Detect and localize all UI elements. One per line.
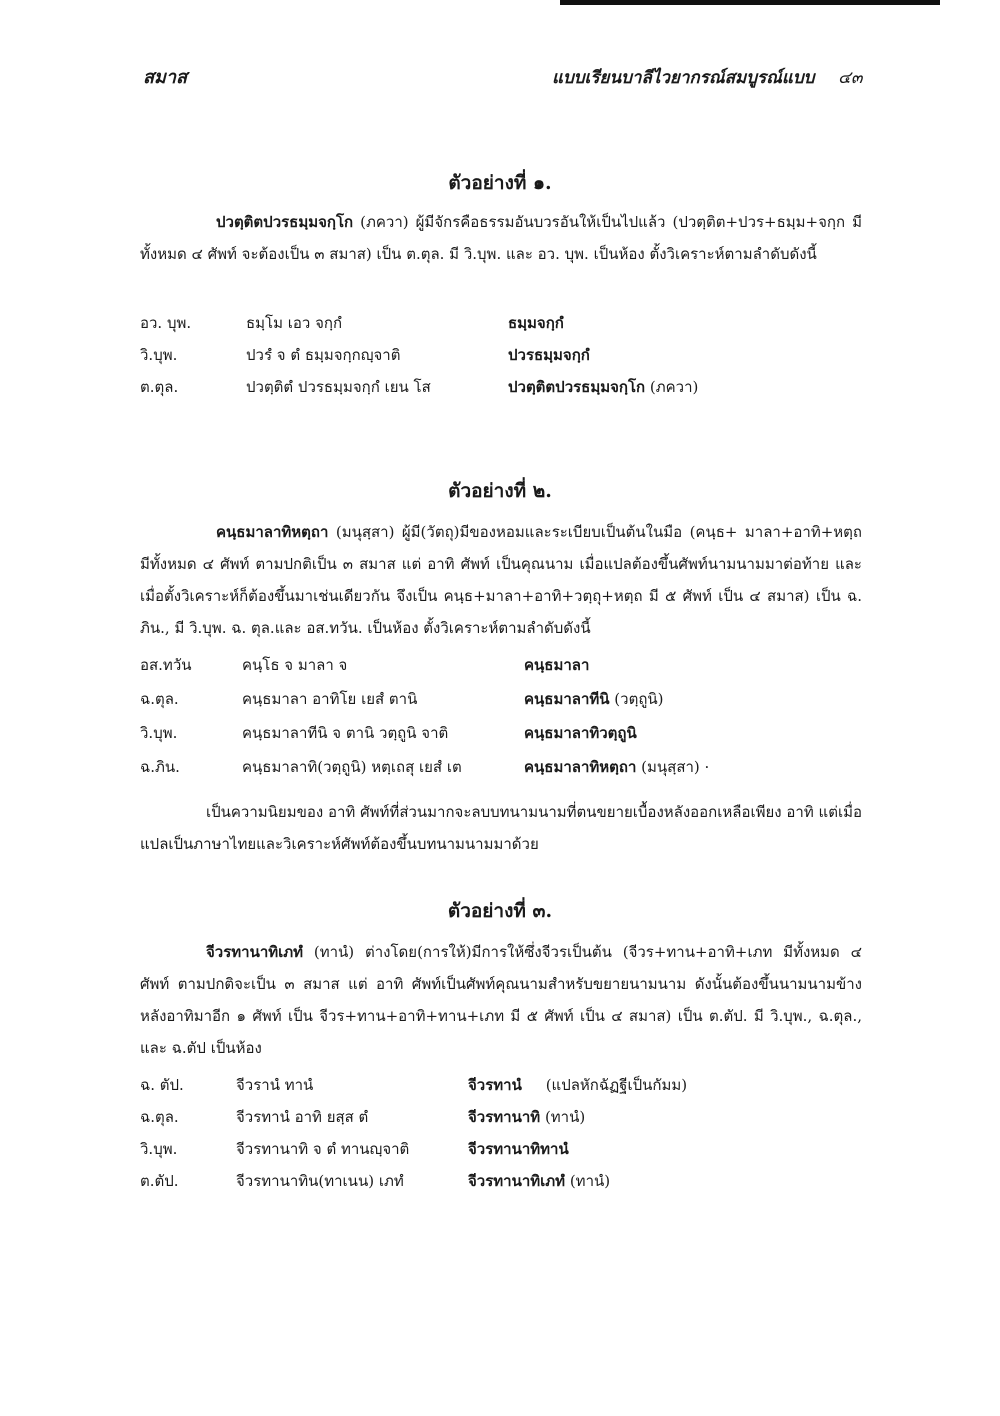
example-2-note-paragraph	[140, 796, 862, 860]
row-analysis: ปวตฺติตํ ปวรธมฺมจกฺกํ เยน โส	[246, 378, 431, 396]
example-2-row	[140, 650, 880, 680]
row-analysis: จีวรทานาทิน(ทาเนน) เภทํ	[236, 1172, 404, 1190]
example-2-gloss: (มนุสฺสา)	[335, 523, 395, 541]
row-note: (ภควา)	[649, 378, 699, 396]
example-2-text: ผู้มี(วัตถุ)มีของหอมและระเบียบเป็นต้นในมือ (คนฺธ+ มาลา+อาทิ+หตฺถ มีทั้งหมด ๔ ศัพท์ ตามปกติเป็น ๓ สมาส แต่ อาทิ ศัพท์ เป็นคุณนาม เมื่อแปลต้องขึ้นศัพท์นามนามมาต่อท้าย และเมื่อตั้งวิเคราะห์ก็ต้องขึ้นมาเช่นเดียวกัน จึงเป็น คนฺธ+มาลา+อาทิ+วตฺถุ+หตฺถ มี ๕ ศัพท์ เป็น ๔ สมาส) เป็น ฉ. ภิน., มี วิ.บุพ. ฉ. ตุล.และ อส.ทวัน. เป็นห้อง ตั้งวิเคราะห์ตามลำดับดังนี้	[140, 523, 862, 637]
row-label: วิ.บุพ.	[140, 1140, 178, 1158]
row-note: (ทานํ)	[569, 1172, 611, 1190]
row-analysis: ธมฺโม เอว จกฺกํ	[246, 314, 343, 332]
row-result: ปวตฺติตปวรธมฺมจกฺโก	[508, 378, 646, 396]
row-note: (มนุสฺสา) ·	[641, 758, 710, 776]
row-result: คนฺธมาลาทีนิ	[524, 690, 610, 708]
example-2-term: คนฺธมาลาทิหตฺถา	[216, 523, 329, 541]
example-2-row	[140, 718, 880, 748]
row-analysis: คนฺธมาลา อาทิโย เยสํ ตานิ	[242, 690, 418, 708]
example-2-title: ตัวอย่างที่ ๒.	[448, 480, 552, 502]
row-analysis: คนฺธมาลาทีนิ จ ตานิ วตฺถูนิ จาติ	[242, 724, 449, 742]
row-analysis: จีวรทานาทิ จ ตํ ทานญฺจาติ	[236, 1140, 410, 1158]
row-analysis: คนฺโธ จ มาลา จ	[242, 656, 348, 674]
row-result: คนฺธมาลาทิหตฺถา	[524, 758, 637, 776]
running-header-left: สมาส	[143, 67, 187, 88]
top-edge-bar	[560, 0, 940, 5]
row-result: จีวรทานาทิเภทํ	[468, 1172, 566, 1190]
example-3-title: ตัวอย่างที่ ๓.	[447, 900, 553, 922]
example-3-row	[140, 1070, 880, 1100]
page-number: ๔๓	[838, 68, 863, 88]
example-2-note: เป็นความนิยมของ อาทิ ศัพท์ที่ส่วนมากจะลบบทนามนามที่ตนขยายเบื้องหลังออกเหลือเพียง อาทิ แต่เมื่อแปลเป็นภาษาไทยและวิเคราะห์ศัพท์ต้องขึ้นบทนามนามมาด้วย	[140, 803, 862, 853]
row-note: (ทานํ)	[544, 1108, 586, 1126]
row-result: ปวรธมฺมจกฺกํ	[508, 346, 590, 364]
row-label: อส.ทวัน	[140, 656, 192, 674]
row-label: อว. บุพ.	[140, 314, 192, 332]
example-1-gloss: (ภควา)	[360, 213, 409, 231]
row-label: วิ.บุพ.	[140, 724, 178, 742]
row-label: ต.ตุล.	[140, 378, 179, 396]
row-label: ฉ.ตุล.	[140, 1108, 179, 1126]
example-2-paragraph	[140, 516, 862, 644]
example-1-row	[140, 372, 880, 402]
example-3-paragraph	[140, 936, 862, 1064]
example-1-paragraph	[140, 206, 862, 270]
row-label: ต.ตัป.	[140, 1172, 179, 1190]
example-3-term: จีวรทานาทิเภทํ	[206, 943, 304, 961]
example-1-title: ตัวอย่างที่ ๑.	[448, 172, 552, 194]
example-1-text: ผู้มีจักรคือธรรมอันบวรอันให้เป็นไปแล้ว (ปวตฺติต+ปวร+ธมฺม+จกฺก มีทั้งหมด ๔ ศัพท์ จะต้องเป็น ๓ สมาส) เป็น ต.ตุล. มี วิ.บุพ. และ อว. บุพ. เป็นห้อง ตั้งวิเคราะห์ตามลำดับดังนี้	[140, 213, 862, 263]
row-result: จีวรทานาทิ	[468, 1108, 541, 1126]
row-result: จีวรทานาทิทานํ	[468, 1140, 569, 1158]
row-result: จีวรทานํ	[468, 1076, 522, 1094]
example-3-row	[140, 1166, 880, 1196]
example-2-row	[140, 752, 880, 782]
row-result: คนฺธมาลาทิวตฺถูนิ	[524, 724, 637, 742]
example-3-row	[140, 1134, 880, 1164]
example-3-text: ต่างโดย(การให้)มีการให้ซึ่งจีวรเป็นต้น (จีวร+ทาน+อาทิ+เภท มีทั้งหมด ๔ ศัพท์ ตามปกติจะเป็น ๓ สมาส แต่ อาทิ ศัพท์เป็นศัพท์คุณนามสำหรับขยายนามนาม ดังนั้นต้องขึ้นนามนามข้างหลังอาทิมาอีก ๑ ศัพท์ เป็น จีวร+ทาน+อาทิ+ทาน+เภท มี ๕ ศัพท์ เป็น ๔ สมาส) เป็น ต.ตัป. มี วิ.บุพ., ฉ.ตุล., และ ฉ.ตัป เป็นห้อง	[140, 943, 862, 1057]
example-2-row	[140, 684, 880, 714]
row-label: ฉ.ตุล.	[140, 690, 179, 708]
row-analysis: ปวรํ จ ตํ ธมฺมจกฺกญฺจาติ	[246, 346, 401, 364]
example-3-row	[140, 1102, 880, 1132]
row-analysis: คนฺธมาลาทิ(วตฺถูนิ) หตฺเถสุ เยสํ เต	[242, 758, 462, 776]
row-label: ฉ.ภิน.	[140, 758, 180, 776]
row-note: (แปลหักฉัฏฐีเป็นกัมม)	[545, 1076, 688, 1094]
example-3-gloss: (ทานํ)	[313, 943, 355, 961]
row-analysis: จีวรทานํ อาทิ ยสฺส ตํ	[236, 1108, 369, 1126]
row-label: ฉ. ตัป.	[140, 1076, 184, 1094]
row-result: ธมฺมจกฺกํ	[508, 314, 564, 332]
row-result: คนฺธมาลา	[524, 656, 590, 674]
row-label: วิ.บุพ.	[140, 346, 178, 364]
example-1-row	[140, 340, 880, 370]
row-analysis: จีวรานํ ทานํ	[236, 1076, 314, 1094]
example-1-term: ปวตฺติตปวรธมฺมจกฺโก	[216, 213, 354, 231]
row-note: (วตฺถูนิ)	[614, 690, 664, 708]
example-1-row	[140, 308, 880, 338]
running-header-title: แบบเรียนบาลีไวยากรณ์สมบูรณ์แบบ	[552, 68, 815, 88]
